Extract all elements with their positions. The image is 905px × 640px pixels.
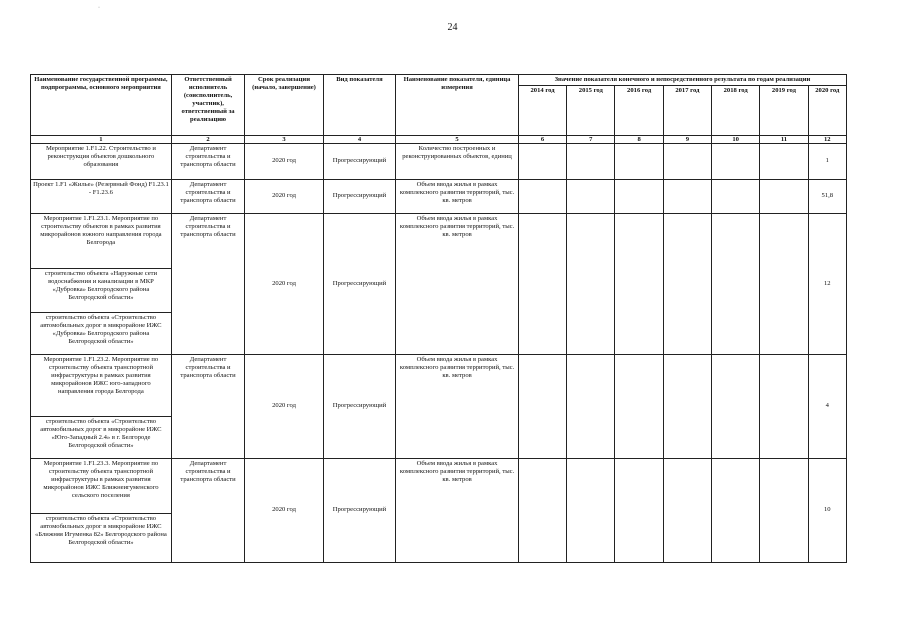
column-number: 3 [245, 136, 323, 144]
indicator-type-cell: Прогрессирующий [323, 214, 395, 355]
value-cell [567, 180, 615, 214]
value-2020-cell: 12 [808, 214, 846, 355]
executor-cell: Департамент строительства и транспорта области [171, 355, 244, 459]
value-cell [712, 180, 760, 214]
period-cell: 2020 год [245, 355, 323, 459]
indicator-name-cell: Объем ввода жилья в рамках комплексного развития территорий, тыс. кв. метров [396, 214, 519, 355]
value-cell [663, 180, 711, 214]
executor-cell: Департамент строительства и транспорта области [171, 180, 244, 214]
value-cell [712, 214, 760, 355]
value-2020-cell: 51,8 [808, 180, 846, 214]
value-cell [518, 144, 566, 180]
column-number: 7 [567, 136, 615, 144]
header-executor: Ответственный исполнитель (соисполнитель, участник), ответственный за реализацию [171, 75, 244, 136]
header-values-group: Значение показателя конечного и непосредственного результата по годам реализации [518, 75, 846, 86]
value-cell [567, 144, 615, 180]
header-year: 2016 год [615, 86, 663, 136]
header-program: Наименование государственной программы, подпрограммы, основного мероприятия [31, 75, 172, 136]
value-cell [760, 144, 808, 180]
program-cell: Проект 1.F1 «Жилье» (Резервный Фонд) F1.23.1 - F1.23.6 [31, 180, 172, 214]
column-number: 8 [615, 136, 663, 144]
value-cell [615, 144, 663, 180]
program-cell: Мероприятие 1.F1.23.1. Мероприятие по строительству объектов в рамках развития микрорайонов южного направления города Белгорода [31, 214, 172, 269]
subproject-cell: строительство объекта «Строительство автомобильных дорог в микрорайоне ИЖС «Дубровка» Белгородского района Белгородской области» [31, 313, 172, 355]
indicator-type-cell: Прогрессирующий [323, 459, 395, 563]
column-number: 12 [808, 136, 846, 144]
column-number: 4 [323, 136, 395, 144]
value-cell [615, 180, 663, 214]
table-row [31, 355, 847, 417]
indicator-name-cell: Количество построенных и реконструированных объектов, единиц [396, 144, 519, 180]
header-year: 2019 год [760, 86, 808, 136]
table-row [31, 180, 847, 214]
value-2020-cell: 4 [808, 355, 846, 459]
header-year: 2020 год [808, 86, 846, 136]
value-cell [712, 459, 760, 563]
column-number: 2 [171, 136, 244, 144]
indicator-type-cell: Прогрессирующий [323, 180, 395, 214]
value-cell [615, 459, 663, 563]
indicator-type-cell: Прогрессирующий [323, 355, 395, 459]
indicator-name-cell: Объем ввода жилья в рамках комплексного развития территорий, тыс. кв. метров [396, 180, 519, 214]
value-cell [760, 355, 808, 459]
subproject-cell: строительство объекта «Строительство автомобильных дорог в микрорайоне ИЖС «Юго-Западный 2.4» в г. Белгороде Белгородской области» [31, 417, 172, 459]
period-cell: 2020 год [245, 144, 323, 180]
value-cell [760, 459, 808, 563]
value-cell [518, 180, 566, 214]
table-row [31, 214, 847, 269]
column-number: 1 [31, 136, 172, 144]
value-cell [712, 144, 760, 180]
program-cell: Мероприятие 1.F1.23.2. Мероприятие по строительству объекта транспортной инфраструктуры в рамках развития микрорайонов ИЖС юго-западного направления города Белгорода [31, 355, 172, 417]
scan-mark: · [98, 5, 100, 11]
column-number: 9 [663, 136, 711, 144]
column-number: 10 [712, 136, 760, 144]
header-period: Срок реализации (начало, завершение) [245, 75, 323, 136]
value-cell [615, 355, 663, 459]
executor-cell: Департамент строительства и транспорта области [171, 214, 244, 355]
program-cell: Мероприятие 1.F1.23.3. Мероприятие по строительству объекта транспортной инфраструктуры в рамках развития микрорайонов ИЖС Ближнеигуменского сельского поселения [31, 459, 172, 514]
header-indicator-type: Вид показателя [323, 75, 395, 136]
header-year: 2017 год [663, 86, 711, 136]
period-cell: 2020 год [245, 214, 323, 355]
value-cell [567, 459, 615, 563]
table-row [31, 144, 847, 180]
results-table [30, 74, 847, 563]
value-cell [567, 355, 615, 459]
executor-cell: Департамент строительства и транспорта области [171, 144, 244, 180]
header-indicator-name: Наименование показателя, единица измерения [396, 75, 519, 136]
column-number: 6 [518, 136, 566, 144]
value-cell [518, 214, 566, 355]
page-number: 24 [447, 22, 458, 33]
value-cell [663, 214, 711, 355]
program-cell: Мероприятие 1.F1.22. Строительство и реконструкция объектов дошкольного образования [31, 144, 172, 180]
value-cell [518, 355, 566, 459]
header-year: 2015 год [567, 86, 615, 136]
value-cell [567, 214, 615, 355]
value-cell [663, 144, 711, 180]
value-cell [663, 355, 711, 459]
value-cell [518, 459, 566, 563]
header-year: 2018 год [712, 86, 760, 136]
value-cell [712, 355, 760, 459]
column-number: 11 [760, 136, 808, 144]
indicator-name-cell: Объем ввода жилья в рамках комплексного развития территорий, тыс. кв. метров [396, 355, 519, 459]
column-number-row [31, 136, 847, 144]
period-cell: 2020 год [245, 459, 323, 563]
value-cell [760, 214, 808, 355]
value-cell [663, 459, 711, 563]
value-2020-cell: 1 [808, 144, 846, 180]
table-row [31, 459, 847, 514]
indicator-type-cell: Прогрессирующий [323, 144, 395, 180]
value-2020-cell: 10 [808, 459, 846, 563]
period-cell: 2020 год [245, 180, 323, 214]
subproject-cell: строительство объекта «Наружные сети водоснабжения и канализации в МКР «Дубровка» Белгородского района Белгородской области» [31, 269, 172, 313]
column-number: 5 [396, 136, 519, 144]
executor-cell: Департамент строительства и транспорта области [171, 459, 244, 563]
value-cell [615, 214, 663, 355]
header-year: 2014 год [518, 86, 566, 136]
indicator-name-cell: Объем ввода жилья в рамках комплексного развития территорий, тыс. кв. метров [396, 459, 519, 563]
value-cell [760, 180, 808, 214]
subproject-cell: строительство объекта «Строительство автомобильных дорог в микрорайоне ИЖС «Ближняя Игуменка 82» Белгородского района Белгородской области» [31, 514, 172, 563]
header-row [31, 75, 847, 86]
